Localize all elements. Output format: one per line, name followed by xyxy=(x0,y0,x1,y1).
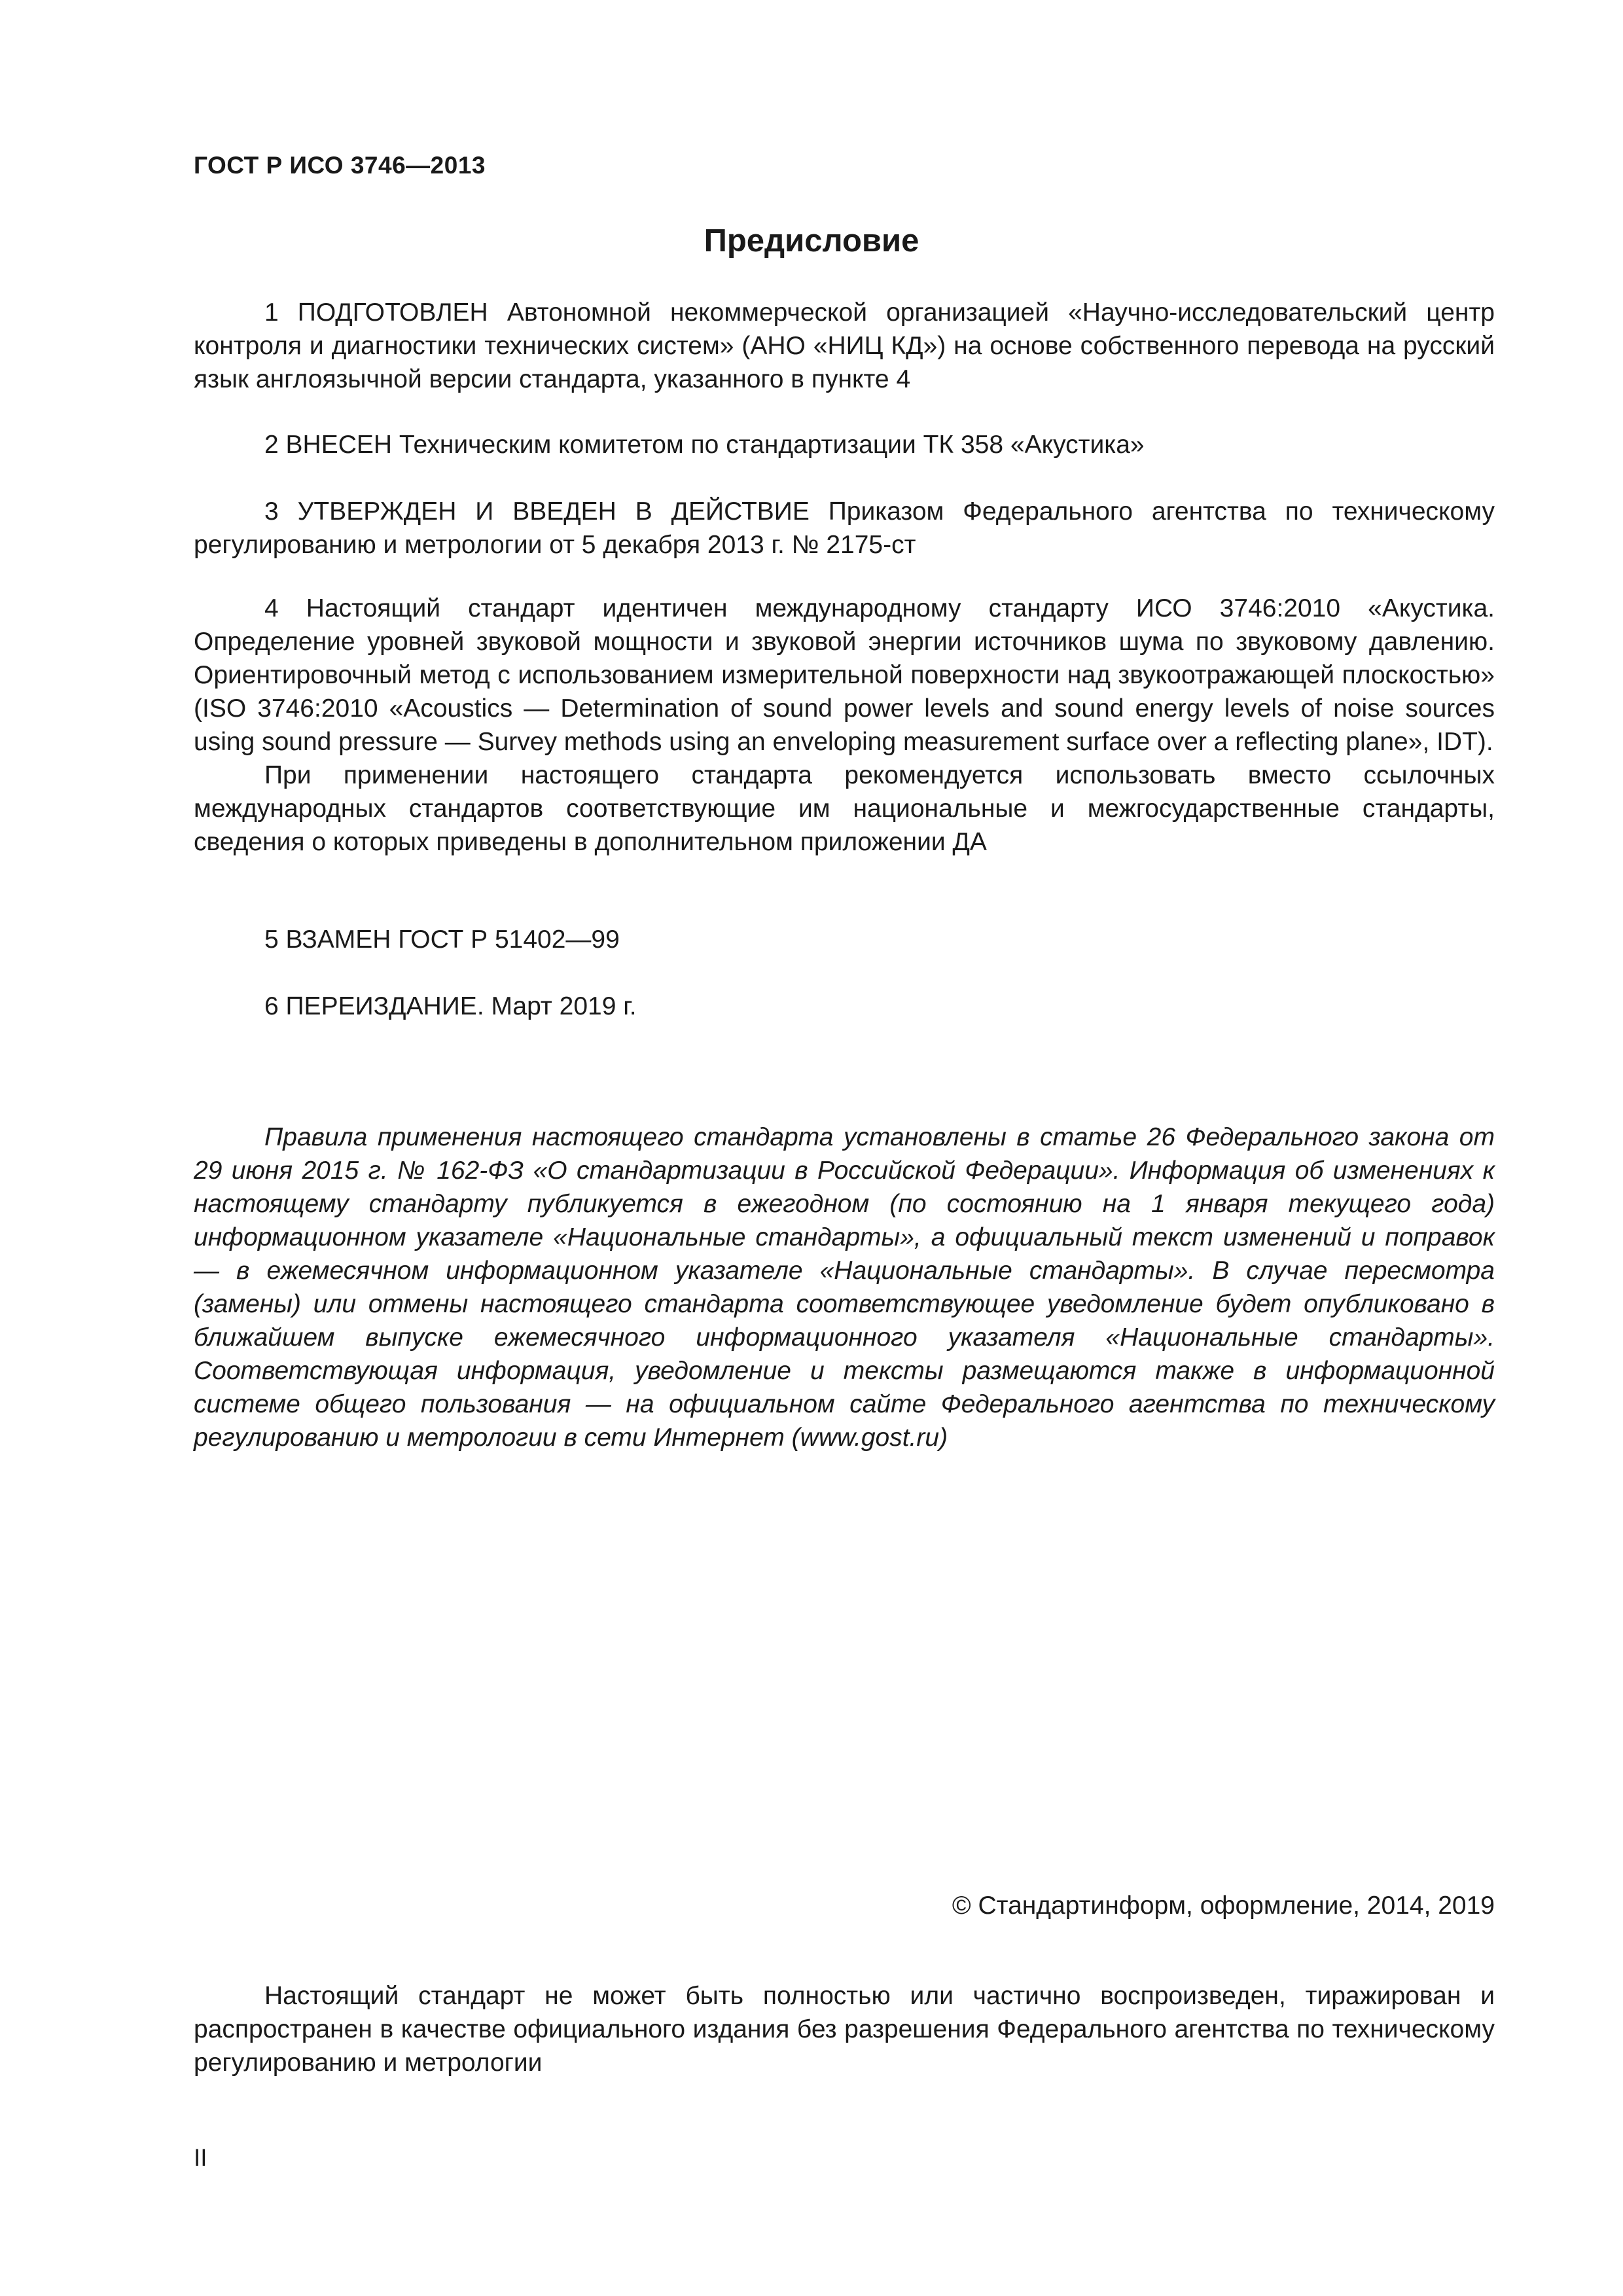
page-title: Предисловие xyxy=(704,223,919,259)
item-5 xyxy=(194,923,1495,956)
item-3 xyxy=(194,495,1495,562)
rules-paragraph xyxy=(194,1121,1495,1454)
item-1-text: 1 ПОДГОТОВЛЕН Автономной некоммерческой организацией «Научно-исследовательский центр контроля и диагностики технических систем» (АНО «НИЦ КД») на основе собственного перевода на русский язык англоязычной версии стандарта, указанного в пункте 4 xyxy=(194,298,1495,393)
copyright-line: © Стандартинформ, оформление, 2014, 2019 xyxy=(952,1892,1495,1920)
item-4-note: При применении настоящего стандарта рекомендуется использовать вместо ссылочных международных стандартов соответствующие им национальные и межгосударственные стандарты, сведения о которых приведены в дополнительном приложении ДА xyxy=(194,761,1495,856)
item-6 xyxy=(194,990,1495,1023)
item-6-text: 6 ПЕРЕИЗДАНИЕ. Март 2019 г. xyxy=(264,992,637,1020)
item-5-text: 5 ВЗАМЕН ГОСТ Р 51402—99 xyxy=(264,925,620,954)
reproduction-notice-text: Настоящий стандарт не может быть полностью или частично воспроизведен, тиражирован и распространен в качестве официального издания без разрешения Федерального агентства по техническому регулированию и метрологии xyxy=(194,1982,1495,2077)
rules-text: Правила применения настоящего стандарта установлены в статье 26 Федерального закона от 29 июня 2015 г. № 162-ФЗ «О стандартизации в Российской Федерации». Информация об изменениях к настоящему стандарту публикуется в ежегодном (по состоянию на 1 января текущего года) информационном указателе «Национальные стандарты», а официальный текст изменений и поправок — в ежемесячном информационном указателе «Национальные стандарты». В случае пересмотра (замены) или отмены настоящего стандарта соответствующее уведомление будет опубликовано в ближайшем выпуске ежемесячного информационного указателя «Национальные стандарты». Соответствующая информация, уведомление и тексты размещаются также в информационной системе общего пользования — на официальном сайте Федерального агентства по техническому регулированию и метрологии в сети Интернет (www.gost.ru) xyxy=(194,1123,1495,1452)
item-1 xyxy=(194,296,1495,396)
item-4 xyxy=(194,592,1495,859)
page-number: II xyxy=(194,2144,207,2171)
item-2 xyxy=(194,428,1495,461)
item-3-text: 3 УТВЕРЖДЕН И ВВЕДЕН В ДЕЙСТВИЕ Приказом Федерального агентства по техническому регулированию и метрологии от 5 декабря 2013 г. № 2175-ст xyxy=(194,497,1495,559)
document-header: ГОСТ Р ИСО 3746—2013 xyxy=(194,152,486,179)
item-2-text: 2 ВНЕСЕН Техническим комитетом по стандартизации ТК 358 «Акустика» xyxy=(264,431,1145,459)
reproduction-notice xyxy=(194,1979,1495,2079)
item-4-text: 4 Настоящий стандарт идентичен международному стандарту ИСО 3746:2010 «Акустика. Определение уровней звуковой мощности и звуковой энергии источников шума по звуковому давлению. Ориентировочный метод с использованием измерительной поверхности над звукоотражающей плоскостью» (ISO 3746:2010 «Acoustics — Determination of sound power levels and sound energy levels of noise sources using sound pressure — Survey methods using an enveloping measurement surface over a reflecting plane», IDT). xyxy=(194,594,1495,756)
